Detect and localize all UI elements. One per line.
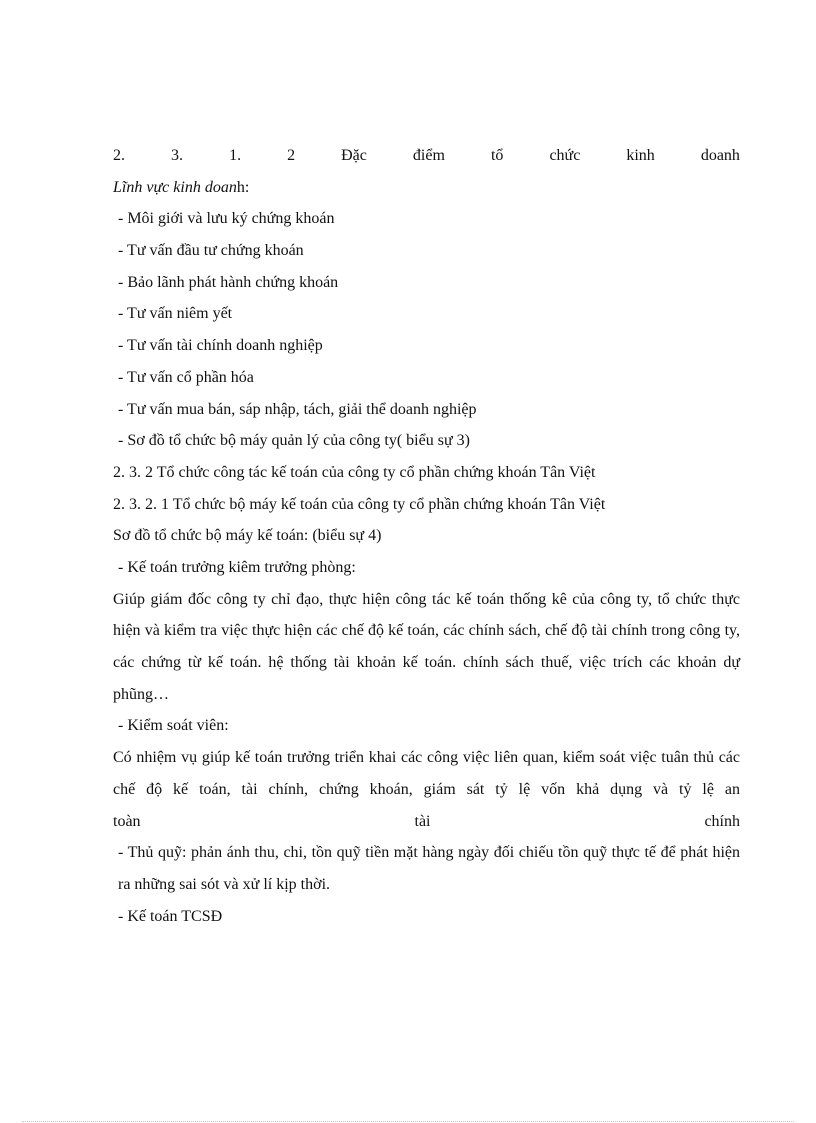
heading-word: 1.	[229, 147, 242, 164]
controller-description-last-line	[113, 806, 740, 838]
heading-word: 3.	[171, 147, 184, 164]
diagram-reference: Sơ đồ tổ chức bộ máy kế toán: (biểu sự 4)	[113, 527, 382, 545]
page-bottom-border	[22, 1121, 794, 1122]
list-item: - Tư vấn tài chính doanh nghiệp	[118, 337, 323, 355]
business-field-label-italic: Lĩnh vực kinh doan	[113, 178, 237, 196]
list-item: - Tư vấn cổ phần hóa	[118, 368, 254, 386]
section-heading-2-3-2-1: 2. 3. 2. 1 Tổ chức bộ máy kế toán của công ty cổ phần chứng khoán Tân Việt	[113, 495, 606, 513]
list-item: - Tư vấn mua bán, sáp nhập, tách, giải thể doanh nghiệp	[118, 400, 477, 418]
business-field-label	[113, 172, 740, 204]
list-item: - Tư vấn niêm yết	[118, 305, 233, 323]
heading-word: 2	[287, 147, 296, 164]
list-item: - Tư vấn đầu tư chứng khoán	[118, 242, 304, 260]
heading-word: 2.	[113, 147, 125, 164]
list-item: - Bảo lãnh phát hành chứng khoán	[118, 273, 339, 291]
section-heading-2-3-1-2	[113, 140, 740, 172]
document-body	[113, 140, 740, 932]
heading-word: tổ	[490, 147, 504, 164]
heading-word: kinh	[626, 147, 655, 164]
cashier-description: - Thủ quỹ: phản ánh thu, chi, tồn quỹ tiền mặt hàng ngày đối chiếu tồn quỹ thực tế để phát hiện ra những sai sót và xử lí kịp thời.	[118, 844, 740, 893]
controller-last-word: chính	[704, 812, 740, 830]
heading-word: chức	[549, 147, 581, 164]
section-heading-2-3-2: 2. 3. 2 Tổ chức công tác kế toán của công ty cổ phần chứng khoán Tân Việt	[113, 463, 596, 481]
business-field-label-suffix: h:	[236, 178, 250, 196]
heading-word: điểm	[412, 147, 445, 164]
chief-accountant-description: Giúp giám đốc công ty chỉ đạo, thực hiện công tác kế toán thống kê của công ty, tổ chức thực hiện và kiểm tra việc thực hiện các chế độ kế toán, các chính sách, chế độ tài chính trong công ty, các chứng từ kế toán. hệ thống tài khoản kế toán. chính sách thuế, việc trích các khoản dự phũng…	[113, 590, 740, 703]
list-item: - Sơ đồ tổ chức bộ máy quản lý của công ty( biểu sự 3)	[118, 432, 470, 450]
heading-word: Đặc	[341, 147, 367, 164]
controller-title: - Kiểm soát viên:	[118, 717, 229, 735]
list-item: - Môi giới và lưu ký chứng khoán	[118, 210, 335, 228]
heading-word: doanh	[700, 147, 740, 164]
chief-accountant-title: - Kế toán trưởng kiêm trưởng phòng:	[118, 558, 356, 576]
tcsd-accountant-title: - Kế toán TCSĐ	[118, 907, 223, 925]
controller-last-word: tài	[414, 812, 431, 830]
controller-description: Có nhiệm vụ giúp kế toán trưởng triển khai các công việc liên quan, kiểm soát việc tuân thủ các chế độ kế toán, tài chính, chứng khoán, giám sát tỷ lệ vốn khả dụng và tỷ lệ an	[113, 749, 740, 798]
controller-last-word: toàn	[113, 812, 141, 830]
